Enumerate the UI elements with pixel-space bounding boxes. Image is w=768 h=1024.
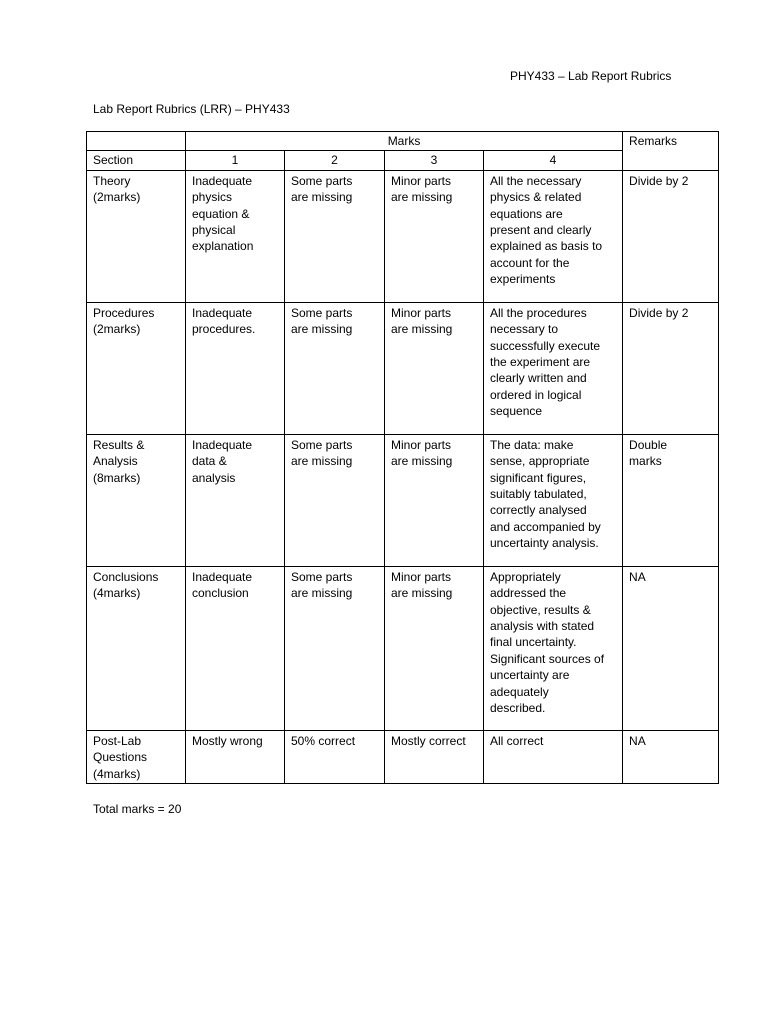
table-row-post-lab-questions [87, 730, 719, 783]
mark-1-cell: Inadequate physics equation & physical explanation [186, 170, 285, 302]
table-row-theory [87, 170, 719, 302]
table-row-results-analysis [87, 434, 719, 566]
column-heading-mark-1: 1 [186, 151, 285, 170]
remarks-cell: NA [623, 566, 719, 730]
table-row-conclusions [87, 566, 719, 730]
marks-heading: Marks [186, 132, 623, 151]
rubric-table [86, 131, 719, 784]
running-header: PHY433 – Lab Report Rubrics [510, 69, 672, 83]
mark-1-cell: Inadequate conclusion [186, 566, 285, 730]
remarks-cell: Divide by 2 [623, 302, 719, 434]
remarks-cell: NA [623, 730, 719, 783]
mark-4-cell: All the procedures necessary to successfully execute the experiment are clearly written and ordered in logical sequence [484, 302, 623, 434]
mark-2-cell: 50% correct [285, 730, 385, 783]
section-cell: Conclusions (4marks) [87, 566, 186, 730]
remarks-heading: Remarks [623, 132, 719, 171]
mark-1-cell: Inadequate data & analysis [186, 434, 285, 566]
header-blank-cell [87, 132, 186, 151]
mark-4-cell: Appropriately addressed the objective, results & analysis with stated final uncertainty. Significant sources of uncertainty are adequately described. [484, 566, 623, 730]
mark-2-cell: Some parts are missing [285, 566, 385, 730]
section-cell: Results & Analysis (8marks) [87, 434, 186, 566]
mark-3-cell: Minor parts are missing [385, 170, 484, 302]
mark-1-cell: Mostly wrong [186, 730, 285, 783]
remarks-cell: Double marks [623, 434, 719, 566]
mark-4-cell: The data: make sense, appropriate significant figures, suitably tabulated, correctly analysed and accompanied by uncertainty analysis. [484, 434, 623, 566]
document-title: Lab Report Rubrics (LRR) – PHY433 [93, 102, 290, 116]
column-heading-section: Section [87, 151, 186, 170]
mark-2-cell: Some parts are missing [285, 302, 385, 434]
column-heading-mark-3: 3 [385, 151, 484, 170]
section-cell: Procedures (2marks) [87, 302, 186, 434]
table-row-procedures [87, 302, 719, 434]
mark-4-cell: All the necessary physics & related equations are present and clearly explained as basis to account for the experiments [484, 170, 623, 302]
column-heading-mark-4: 4 [484, 151, 623, 170]
total-marks: Total marks = 20 [93, 802, 182, 816]
mark-4-cell: All correct [484, 730, 623, 783]
mark-3-cell: Minor parts are missing [385, 434, 484, 566]
mark-3-cell: Mostly correct [385, 730, 484, 783]
section-cell: Theory (2marks) [87, 170, 186, 302]
column-heading-mark-2: 2 [285, 151, 385, 170]
mark-3-cell: Minor parts are missing [385, 302, 484, 434]
mark-2-cell: Some parts are missing [285, 170, 385, 302]
remarks-cell: Divide by 2 [623, 170, 719, 302]
mark-2-cell: Some parts are missing [285, 434, 385, 566]
section-cell: Post-Lab Questions (4marks) [87, 730, 186, 783]
mark-1-cell: Inadequate procedures. [186, 302, 285, 434]
mark-3-cell: Minor parts are missing [385, 566, 484, 730]
